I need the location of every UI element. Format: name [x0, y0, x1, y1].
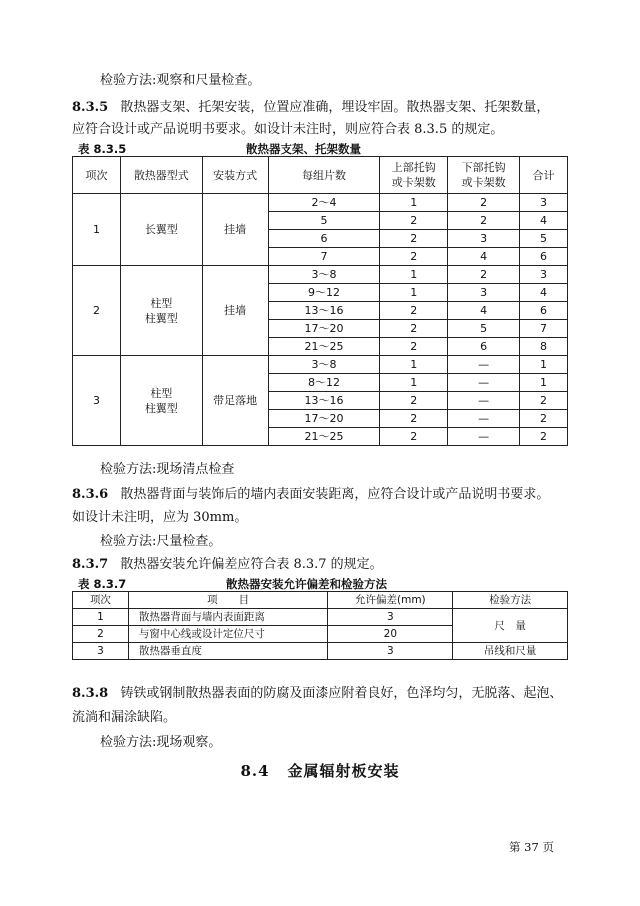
header-cell: 允许偏差(mm)	[328, 592, 453, 609]
table-cell: 3	[448, 284, 520, 302]
table-caption-title: 散热器安装允许偏差和检验方法	[226, 577, 387, 591]
table-cell: 6	[520, 248, 568, 266]
table-cell: 5	[268, 212, 380, 230]
clause-text: 散热器背面与装饰后的墙内表面安装距离，应符合设计或产品说明书要求。	[120, 487, 550, 502]
item-number-cell: 3	[73, 356, 121, 446]
table-cell: 6	[520, 302, 568, 320]
section-number: 8.4	[240, 762, 270, 780]
table-cell: 2	[448, 194, 520, 212]
table-cell: 3	[448, 230, 520, 248]
header-cell: 下部托钩 或卡架数	[448, 157, 520, 194]
item-number-cell: 2	[73, 266, 121, 356]
clause-8-3-5	[72, 100, 549, 116]
tolerance-cell: 20	[328, 626, 453, 643]
clause-8-3-7	[72, 557, 383, 573]
bracket-count-table	[72, 156, 568, 446]
table-cell: 7	[520, 320, 568, 338]
item-number-cell: 3	[73, 643, 129, 660]
table-row	[73, 356, 568, 374]
clause-text: 散热器支架、托架安装，位置应准确，埋设牢固。散热器支架、托架数量，	[120, 100, 550, 115]
table-cell: 2	[520, 410, 568, 428]
table-cell: 2	[380, 212, 448, 230]
mount-method-cell: 挂墙	[202, 266, 268, 356]
table-cell: —	[448, 428, 520, 446]
table-cell: 2	[448, 266, 520, 284]
inspection-method-4: 检验方法:现场观察。	[100, 735, 222, 750]
clause-text: 散热器安装允许偏差应符合表 8.3.7 的规定。	[120, 557, 383, 572]
table-cell: 2	[380, 410, 448, 428]
table-cell: 4	[520, 212, 568, 230]
clause-text: 铸铁或钢制散热器表面的防腐及面漆应附着良好，色泽均匀，无脱落、起泡、	[120, 686, 563, 701]
table-cell: 2	[520, 392, 568, 410]
table-cell: 13～16	[268, 302, 380, 320]
table-cell: 17～20	[268, 410, 380, 428]
header-cell: 检验方法	[453, 592, 568, 609]
table-cell: 2	[448, 212, 520, 230]
page-number: 第 37 页	[509, 840, 554, 854]
table-cell: 4	[448, 248, 520, 266]
table-cell: 1	[520, 374, 568, 392]
table-cell: 17～20	[268, 320, 380, 338]
header-cell: 项 目	[128, 592, 328, 609]
clause-number: 8.3.8	[72, 686, 109, 701]
table-cell: 2	[380, 320, 448, 338]
item-cell: 与窗中心线或设计定位尺寸	[128, 626, 328, 643]
table-cell: 6	[448, 338, 520, 356]
table-cell: 2	[380, 230, 448, 248]
table-cell: 1	[380, 266, 448, 284]
table-cell: 1	[380, 194, 448, 212]
item-number-cell: 1	[73, 609, 129, 626]
item-number-cell: 2	[73, 626, 129, 643]
table-row	[73, 609, 568, 626]
clause-number: 8.3.5	[72, 100, 109, 115]
table-row	[73, 194, 568, 212]
header-cell: 散热器型式	[120, 157, 202, 194]
item-cell: 散热器垂直度	[128, 643, 328, 660]
clause-text-cont: 应符合设计或产品说明书要求。如设计未注时，则应符合表 8.3.5 的规定。	[72, 122, 504, 137]
header-cell: 合计	[520, 157, 568, 194]
table-header-row	[73, 157, 568, 194]
header-cell: 项次	[73, 592, 129, 609]
table-cell: 3～8	[268, 266, 380, 284]
clause-8-3-8	[72, 686, 562, 702]
table-cell: 1	[520, 356, 568, 374]
clause-text-cont: 流淌和漏涂缺陷。	[72, 710, 177, 725]
tolerance-cell: 3	[328, 643, 453, 660]
table-cell: 21～25	[268, 428, 380, 446]
table-cell: 2	[380, 248, 448, 266]
table-cell: 7	[268, 248, 380, 266]
table-cell: 2	[380, 392, 448, 410]
table-cell: 3～8	[268, 356, 380, 374]
table-cell: 4	[520, 284, 568, 302]
section-heading	[0, 760, 640, 781]
clause-number: 8.3.6	[72, 487, 109, 502]
table-caption-title: 散热器支架、托架数量	[246, 142, 361, 156]
table-cell: 2～4	[268, 194, 380, 212]
inspection-method-1: 检验方法:观察和尺量检查。	[100, 73, 261, 88]
table-cell: 5	[448, 320, 520, 338]
table-cell: 8～12	[268, 374, 380, 392]
table-cell: 3	[520, 266, 568, 284]
header-cell: 上部托钩 或卡架数	[380, 157, 448, 194]
table-cell: —	[448, 374, 520, 392]
table-cell: 2	[520, 428, 568, 446]
install-tolerance-table	[72, 591, 568, 660]
table-row	[73, 643, 568, 660]
tolerance-cell: 3	[328, 609, 453, 626]
table-cell: 1	[380, 374, 448, 392]
table-caption-number: 表 8.3.5	[78, 142, 127, 156]
radiator-type-cell: 柱型 柱翼型	[120, 266, 202, 356]
table-cell: 13～16	[268, 392, 380, 410]
table-cell: 4	[448, 302, 520, 320]
table-cell: 5	[520, 230, 568, 248]
header-cell: 安装方式	[202, 157, 268, 194]
table-caption-number: 表 8.3.7	[78, 577, 127, 591]
table-cell: 8	[520, 338, 568, 356]
mount-method-cell: 带足落地	[202, 356, 268, 446]
table-header-row	[73, 592, 568, 609]
item-number-cell: 1	[73, 194, 121, 266]
table-cell: 1	[380, 356, 448, 374]
table-cell: —	[448, 356, 520, 374]
table-cell: 3	[520, 194, 568, 212]
table-cell: —	[448, 392, 520, 410]
table-cell: 2	[380, 302, 448, 320]
clause-text-cont: 如设计未注明，应为 30mm。	[72, 510, 248, 525]
table-cell: —	[448, 410, 520, 428]
mount-method-cell: 挂墙	[202, 194, 268, 266]
method-cell: 尺 量	[453, 609, 568, 643]
radiator-type-cell: 长翼型	[120, 194, 202, 266]
clause-number: 8.3.7	[72, 557, 109, 572]
table-row	[73, 266, 568, 284]
header-cell: 每组片数	[268, 157, 380, 194]
table-cell: 9～12	[268, 284, 380, 302]
inspection-method-2: 检验方法:现场清点检查	[100, 462, 235, 477]
radiator-type-cell: 柱型 柱翼型	[120, 356, 202, 446]
section-title: 金属辐射板安装	[287, 762, 400, 780]
table-cell: 2	[380, 338, 448, 356]
method-cell: 吊线和尺量	[453, 643, 568, 660]
header-cell: 项次	[73, 157, 121, 194]
clause-8-3-6	[72, 487, 549, 503]
table-cell: 21～25	[268, 338, 380, 356]
table-cell: 6	[268, 230, 380, 248]
item-cell: 散热器背面与墙内表面距离	[128, 609, 328, 626]
table-cell: 1	[380, 284, 448, 302]
table-cell: 2	[380, 428, 448, 446]
inspection-method-3: 检验方法:尺量检查。	[100, 534, 222, 549]
